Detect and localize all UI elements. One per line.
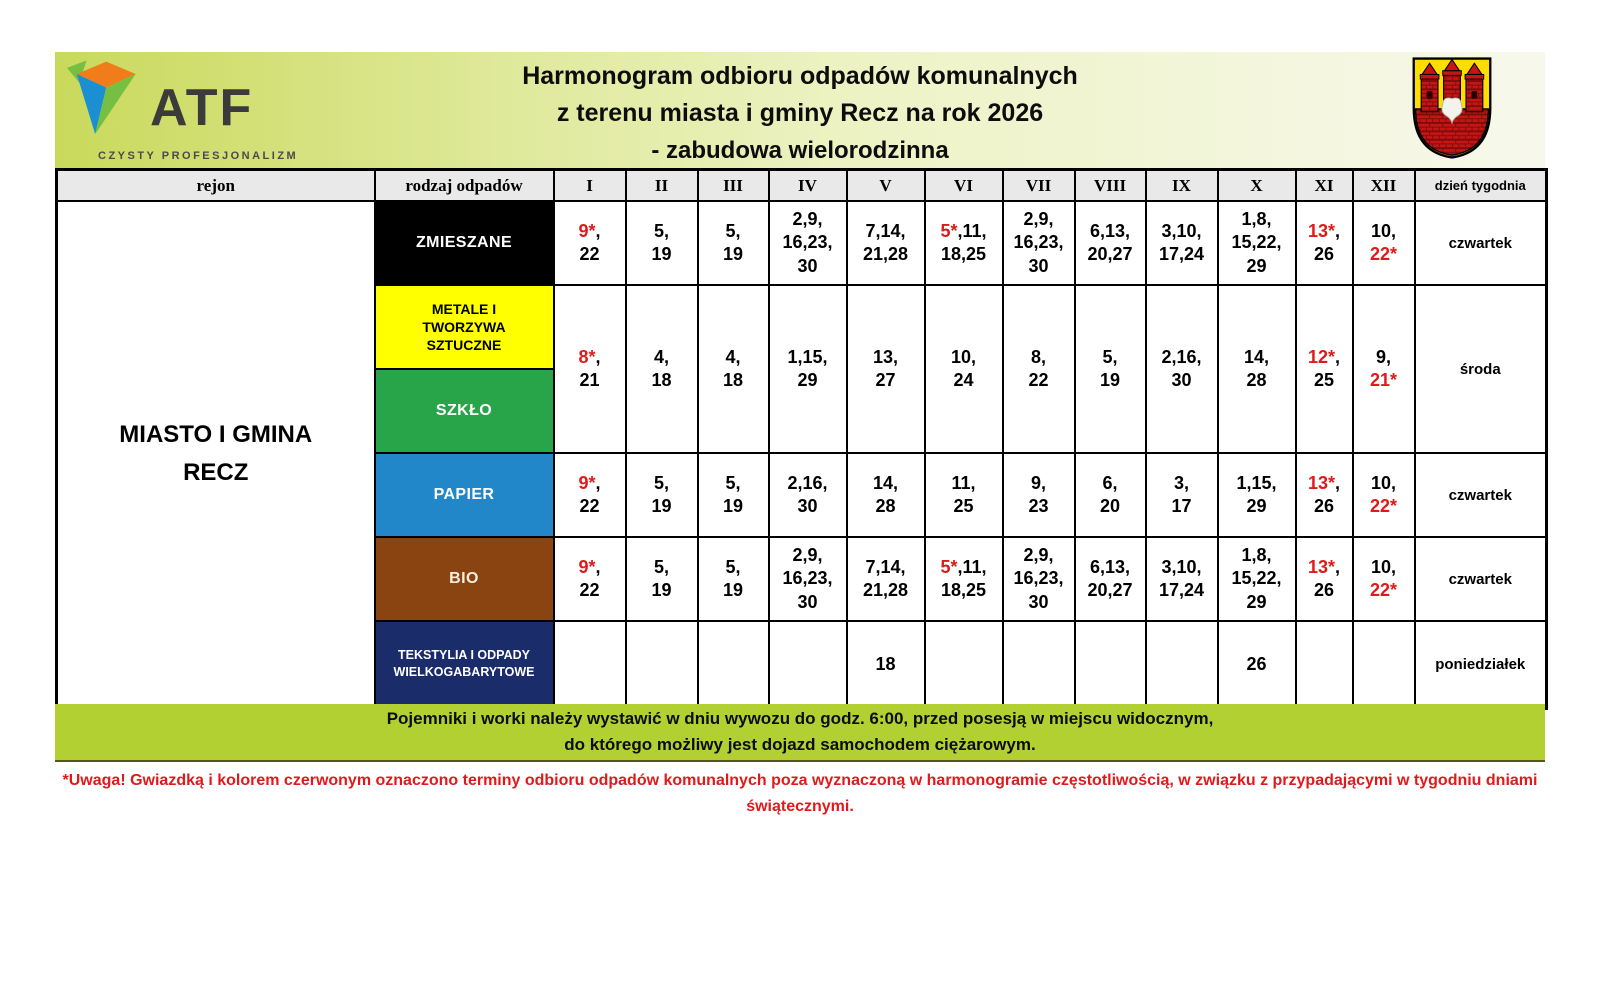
dates-cell-tekstylia-III [698,621,769,708]
col-header-rejon: rejon [57,170,375,202]
dates-cell-metale-V: 13, 27 [847,285,925,453]
holiday-shifted-date: 22* [1369,244,1398,264]
dates-cell-papier-III: 5, 19 [698,453,769,537]
col-header-month-XII: XII [1353,170,1415,202]
dates-cell-bio-XII: 10, 22* [1353,537,1415,621]
dates-cell-bio-III: 5, 19 [698,537,769,621]
recz-coat-of-arms-icon [1410,55,1494,161]
schedule-row-zmieszane [57,201,1547,285]
dates-cell-metale-XII: 9, 21* [1353,285,1415,453]
waste-collection-schedule-table [55,168,1548,710]
dates-cell-tekstylia-XI [1296,621,1353,708]
weekday-cell-zmieszane: czwartek [1415,201,1547,285]
weekday-cell-papier: czwartek [1415,453,1547,537]
dates-cell-zmieszane-IX: 3,10, 17,24 [1146,201,1218,285]
dates-cell-zmieszane-VIII: 6,13, 20,27 [1075,201,1146,285]
dates-cell-bio-VII: 2,9, 16,23, 30 [1003,537,1075,621]
col-header-weekday: dzień tygodnia [1415,170,1547,202]
col-header-month-VII: VII [1003,170,1075,202]
holiday-shifted-date: 9* [578,472,596,493]
holiday-shifted-date: 8* [578,346,596,367]
title-line-3: - zabudowa wielorodzinna [651,137,949,164]
dates-cell-metale-I: 8*, 21 [554,285,626,453]
holiday-shifted-date: 22* [1369,496,1398,516]
dates-cell-metale-X: 14, 28 [1218,285,1296,453]
holiday-shifted-date: 13* [1307,556,1335,577]
atf-logo [62,56,312,164]
dates-cell-bio-II: 5, 19 [626,537,698,621]
dates-cell-bio-XI: 13*, 26 [1296,537,1353,621]
dates-cell-bio-I: 9*, 22 [554,537,626,621]
dates-cell-zmieszane-XI: 13*, 26 [1296,201,1353,285]
dates-cell-zmieszane-III: 5, 19 [698,201,769,285]
holiday-shifted-date: 5* [940,556,958,577]
dates-cell-papier-XII: 10, 22* [1353,453,1415,537]
waste-type-label-szklo: SZKŁO [375,369,554,453]
waste-type-label-tekstylia: TEKSTYLIA I ODPADY WIELKOGABARYTOWE [375,621,554,708]
waste-type-label-bio: BIO [375,537,554,621]
dates-cell-metale-XI: 12*, 25 [1296,285,1353,453]
dates-cell-zmieszane-IV: 2,9, 16,23, 30 [769,201,847,285]
col-header-month-I: I [554,170,626,202]
holiday-shifted-date: 13* [1307,220,1335,241]
col-header-month-IX: IX [1146,170,1218,202]
dates-cell-papier-IV: 2,16, 30 [769,453,847,537]
dates-cell-tekstylia-VII [1003,621,1075,708]
col-header-waste-type: rodzaj odpadów [375,170,554,202]
dates-cell-metale-VII: 8, 22 [1003,285,1075,453]
table-header-row [57,170,1547,202]
waste-type-label-papier: PAPIER [375,453,554,537]
title-line-1: Harmonogram odbioru odpadów komunalnych [522,62,1078,90]
dates-cell-papier-II: 5, 19 [626,453,698,537]
dates-cell-tekstylia-IV [769,621,847,708]
col-header-month-VI: VI [925,170,1003,202]
weekday-cell-tekstylia: poniedziałek [1415,621,1547,708]
dates-cell-tekstylia-VIII [1075,621,1146,708]
col-header-month-VIII: VIII [1075,170,1146,202]
dates-cell-papier-VIII: 6, 20 [1075,453,1146,537]
holiday-shifted-date: 5* [940,220,958,241]
dates-cell-zmieszane-VI: 5*,11, 18,25 [925,201,1003,285]
dates-cell-metale-IV: 1,15, 29 [769,285,847,453]
dates-cell-bio-VI: 5*,11, 18,25 [925,537,1003,621]
col-header-month-XI: XI [1296,170,1353,202]
dates-cell-zmieszane-I: 9*, 22 [554,201,626,285]
holiday-shifted-date: 22* [1369,580,1398,600]
col-header-month-IV: IV [769,170,847,202]
instructions-banner [55,704,1545,762]
dates-cell-zmieszane-V: 7,14, 21,28 [847,201,925,285]
waste-type-label-zmieszane: ZMIESZANE [375,201,554,285]
holiday-shifted-date: 9* [578,556,596,577]
atf-brand-text: ATF [150,79,254,137]
dates-cell-papier-X: 1,15, 29 [1218,453,1296,537]
region-cell: MIASTO I GMINA RECZ [57,201,375,708]
col-header-month-V: V [847,170,925,202]
banner-line-2: do którego możliwy jest dojazd samochodem ciężarowym. [564,735,1036,754]
holiday-shifted-date: 12* [1307,346,1335,367]
atf-cube-icon [62,56,148,146]
dates-cell-metale-VIII: 5, 19 [1075,285,1146,453]
dates-cell-papier-VI: 11, 25 [925,453,1003,537]
title-line-2: z terenu miasta i gminy Recz na rok 2026 [556,99,1044,127]
holiday-shifted-date: 9* [578,220,596,241]
dates-cell-tekstylia-I [554,621,626,708]
dates-cell-tekstylia-XII [1353,621,1415,708]
dates-cell-zmieszane-X: 1,8, 15,22, 29 [1218,201,1296,285]
dates-cell-papier-I: 9*, 22 [554,453,626,537]
dates-cell-zmieszane-II: 5, 19 [626,201,698,285]
dates-cell-tekstylia-V: 18 [847,621,925,708]
page-title [380,58,1220,169]
dates-cell-metale-III: 4, 18 [698,285,769,453]
dates-cell-papier-VII: 9, 23 [1003,453,1075,537]
holiday-shifted-date: 13* [1307,472,1335,493]
waste-type-label-metale: METALE I TWORZYWA SZTUCZNE [375,285,554,369]
dates-cell-bio-X: 1,8, 15,22, 29 [1218,537,1296,621]
col-header-month-II: II [626,170,698,202]
atf-tagline: CZYSTY PROFESJONALIZM [98,150,299,162]
dates-cell-metale-II: 4, 18 [626,285,698,453]
dates-cell-metale-VI: 10, 24 [925,285,1003,453]
dates-cell-papier-XI: 13*, 26 [1296,453,1353,537]
dates-cell-tekstylia-II [626,621,698,708]
dates-cell-bio-IV: 2,9, 16,23, 30 [769,537,847,621]
dates-cell-bio-IX: 3,10, 17,24 [1146,537,1218,621]
weekday-cell-metale: środa [1415,285,1547,453]
col-header-month-X: X [1218,170,1296,202]
dates-cell-zmieszane-XII: 10, 22* [1353,201,1415,285]
holiday-shifted-date: 21* [1369,370,1398,390]
holiday-note: *Uwaga! Gwiazdką i kolorem czerwonym oznaczono terminy odbioru odpadów komunalnych poza wyznaczoną w harmonogramie częstotliwością, w związku z przypadającymi w tygodniu dniami świątecznymi. [62,772,1538,815]
dates-cell-tekstylia-VI [925,621,1003,708]
dates-cell-zmieszane-VII: 2,9, 16,23, 30 [1003,201,1075,285]
dates-cell-papier-IX: 3, 17 [1146,453,1218,537]
dates-cell-papier-V: 14, 28 [847,453,925,537]
weekday-cell-bio: czwartek [1415,537,1547,621]
col-header-month-III: III [698,170,769,202]
dates-cell-bio-VIII: 6,13, 20,27 [1075,537,1146,621]
dates-cell-tekstylia-IX [1146,621,1218,708]
banner-line-1: Pojemniki i worki należy wystawić w dniu wywozu do godz. 6:00, przed posesją w miejscu widocznym, [386,709,1214,728]
dates-cell-metale-IX: 2,16, 30 [1146,285,1218,453]
dates-cell-bio-V: 7,14, 21,28 [847,537,925,621]
dates-cell-tekstylia-X: 26 [1218,621,1296,708]
